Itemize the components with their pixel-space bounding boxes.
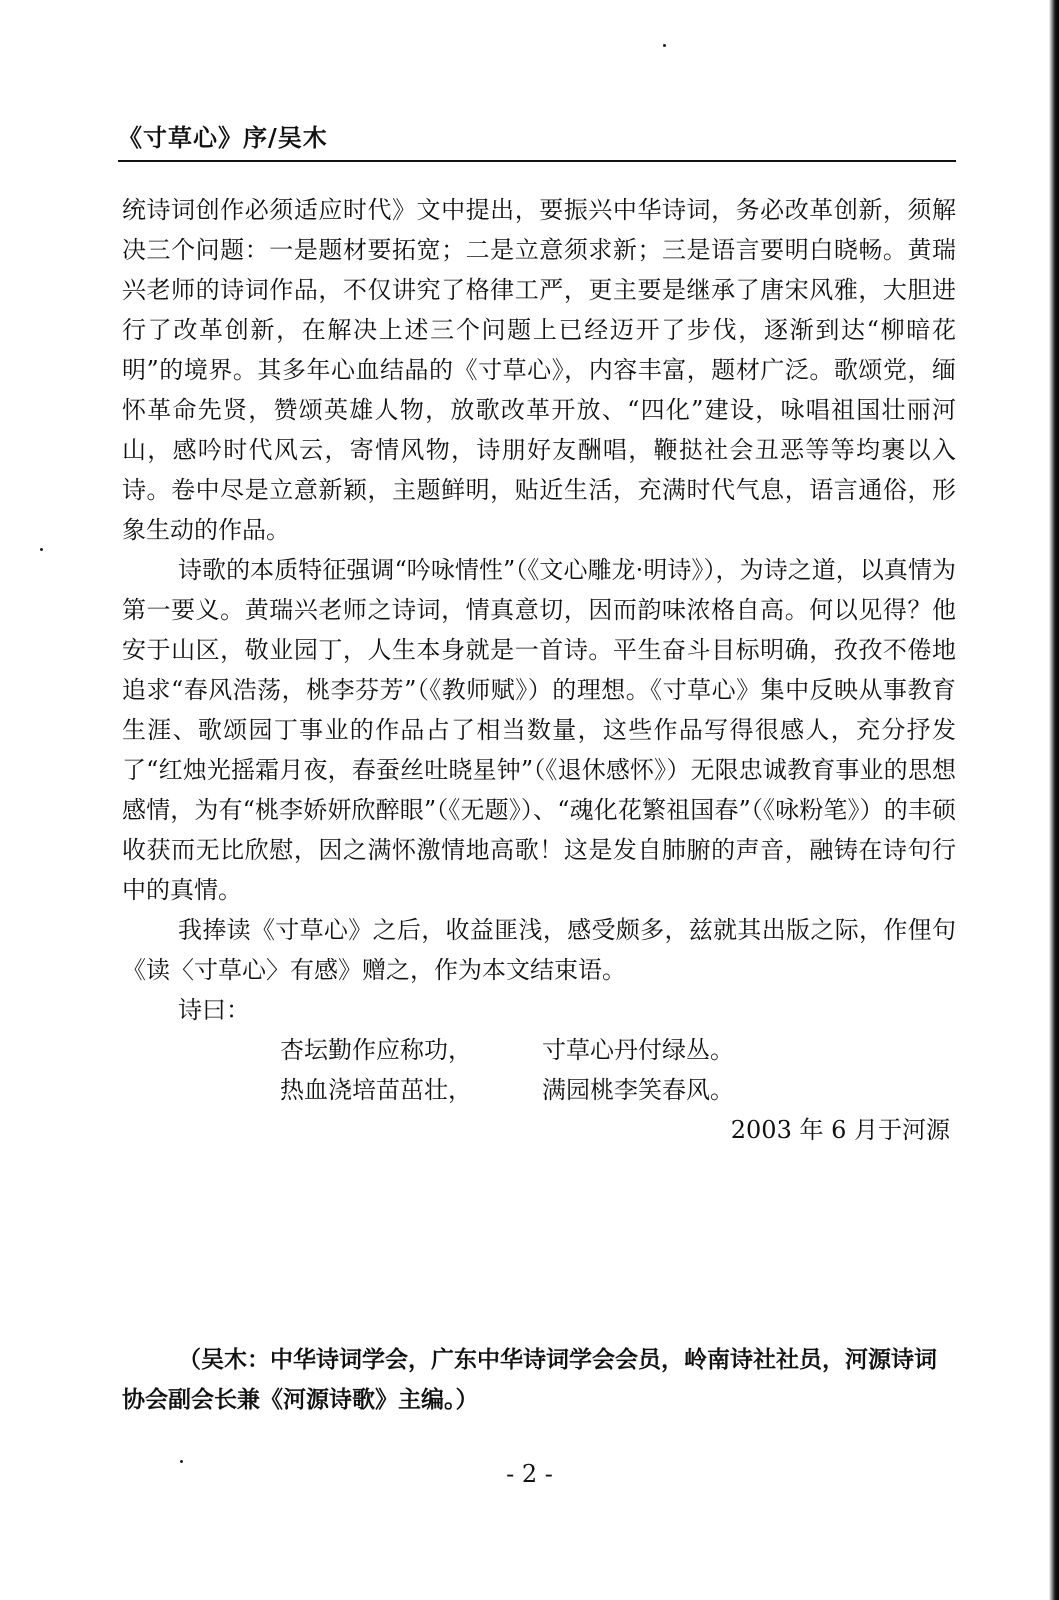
poem-line-left: 杏坛勤作应称功，: [280, 1036, 472, 1064]
scan-speck: [663, 44, 666, 47]
page-number: - 2 -: [506, 1460, 553, 1488]
author-bio: （吴木：中华诗词学会，广东中华诗词学会会员，岭南诗社社员，河源诗词协会副会长兼《河源诗歌》主编。）: [122, 1346, 937, 1413]
scan-edge: [1049, 0, 1059, 1600]
poem: [122, 1030, 956, 1110]
poem-line: [280, 1030, 956, 1070]
poem-line-right: 寸草心丹付绿丛。: [542, 1036, 734, 1064]
paragraph-continuation: 统诗词创作必须适应时代》文中提出，要振兴中华诗词，务必改革创新，须解决三个问题：一是题材要拓宽；二是立意须求新；三是语言要明白晓畅。黄瑞兴老师的诗词作品，不仅讲究了格律工严，更主要是继承了唐宋风雅，大胆进行了改革创新，在解决上述三个问题上已经迈开了步伐，逐渐到达“柳暗花明”的境界。其多年心血结晶的《寸草心》，内容丰富，题材广泛。歌颂党，缅怀革命先贤，赞颂英雄人物，放歌改革开放、“四化”建设，咏唱祖国壮丽河山，感吟时代风云，寄情风物，诗朋好友酬唱，鞭挞社会丑恶等等均裹以入诗。卷中尽是立意新颖，主题鲜明，贴近生活，充满时代气息，语言通俗，形象生动的作品。: [122, 196, 956, 544]
poem-intro: 诗曰：: [178, 996, 250, 1024]
paragraph-closing: 我捧读《寸草心》之后，收益匪浅，感受颇多，兹就其出版之际，作俚句《读〈寸草心〉有感》赠之，作为本文结束语。: [122, 916, 956, 984]
poem-line-left: 热血浇培苗茁壮，: [280, 1076, 472, 1104]
running-title: 《寸草心》序/吴木: [118, 123, 328, 152]
page-header: [118, 120, 956, 170]
header-rule: [118, 160, 956, 162]
main-content: [122, 190, 956, 1150]
poem-line: [280, 1070, 956, 1110]
date-place: 2003 年 6 月于河源: [730, 1116, 950, 1144]
scan-speck: [40, 548, 43, 551]
paragraph-poetic-essence: 诗歌的本质特征强调“吟咏情性”（《文心雕龙·明诗》），为诗之道，以真情为第一要义。黄瑞兴老师之诗词，情真意切，因而韵味浓格自高。何以见得？他安于山区，敬业园丁，人生本身就是一首诗。平生奋斗目标明确，孜孜不倦地追求“春风浩荡，桃李芬芳”（《教师赋》）的理想。《寸草心》集中反映从事教育生涯、歌颂园丁事业的作品占了相当数量，这些作品写得很感人，充分抒发了“红烛光摇霜月夜，春蚕丝吐晓星钟”（《退休感怀》）无限忠诚教育事业的思想感情，为有“桃李娇妍欣醉眼”（《无题》）、“魂化花繁祖国春”（《咏粉笔》）的丰硕收获而无比欣慰，因之满怀激情地高歌！这是发自肺腑的声音，融铸在诗句行中的真情。: [122, 556, 956, 904]
poem-line-right: 满园桃李笑春风。: [542, 1076, 734, 1104]
